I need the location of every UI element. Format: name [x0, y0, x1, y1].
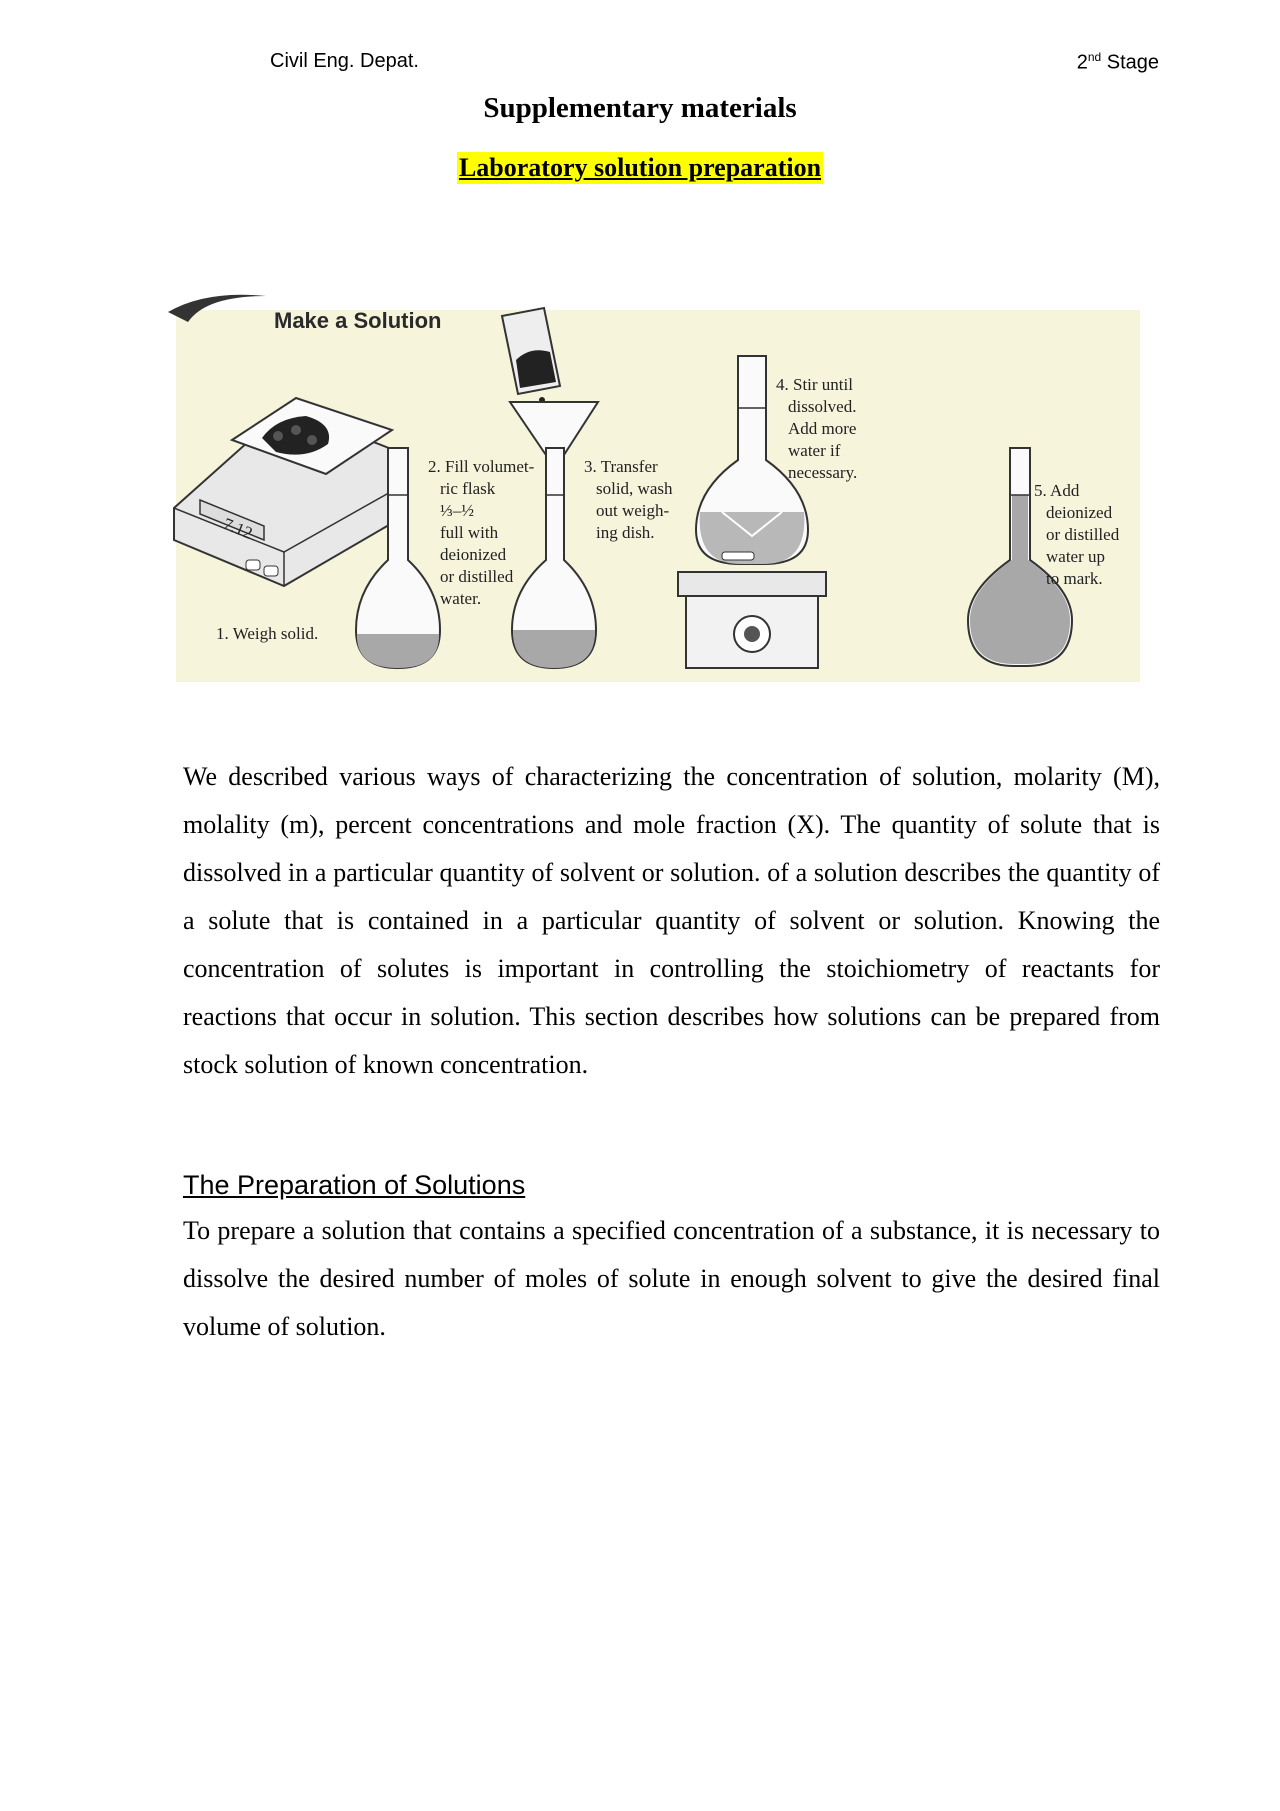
balance-reading: 7.12	[220, 514, 256, 543]
section-heading: The Preparation of Solutions	[183, 1170, 526, 1200]
step1-label: 1. Weigh solid.	[216, 624, 319, 643]
page-title: Supplementary materials	[483, 92, 797, 124]
make-a-solution-figure	[166, 290, 1140, 690]
header-stage-word: Stage	[1106, 51, 1159, 74]
step4-label: 4. Stir until dissolved. Add more water if necessary.	[776, 375, 858, 482]
step3-label: 3. Transfer solid, wash out weigh- ing dish.	[584, 457, 673, 542]
preparation-paragraph: To prepare a solution that contains a specified concentration of a substance, it is necessary to dissolve the desired number of moles of solute in enough solvent to give the desired final volume of solution.	[183, 1216, 1160, 1341]
subtitle-wrap	[0, 152, 1280, 184]
figure-title: Make a Solution	[274, 308, 442, 333]
page-subtitle: Laboratory solution preparation	[458, 153, 822, 182]
header-department: Civil Eng. Depat.	[270, 50, 419, 72]
header-stage	[1077, 50, 1159, 75]
step5-label: 5. Add deionized or distilled water up to mark.	[1034, 481, 1120, 588]
header-stage-suffix: nd	[1087, 50, 1102, 64]
header-stage-number: 2	[1076, 51, 1088, 74]
intro-paragraph: We described various ways of characterizing the concentration of solution, molarity (M), molality (m), percent concentrations and mole fraction (X). The quantity of solute that is dissolved in a particular quantity of solvent or solution. of a solution describes the quantity of a solute that is contained in a particular quantity of solvent or solution. Knowing the concentration of solutes is important in controlling the stoichiometry of reactants for reactions that occur in solution. This section describes how solutions can be prepared from stock solution of known concentration.	[183, 762, 1160, 1079]
step2-label: 2. Fill volumet- ric flask ⅓–½ full with deionized or distilled water.	[428, 457, 535, 608]
